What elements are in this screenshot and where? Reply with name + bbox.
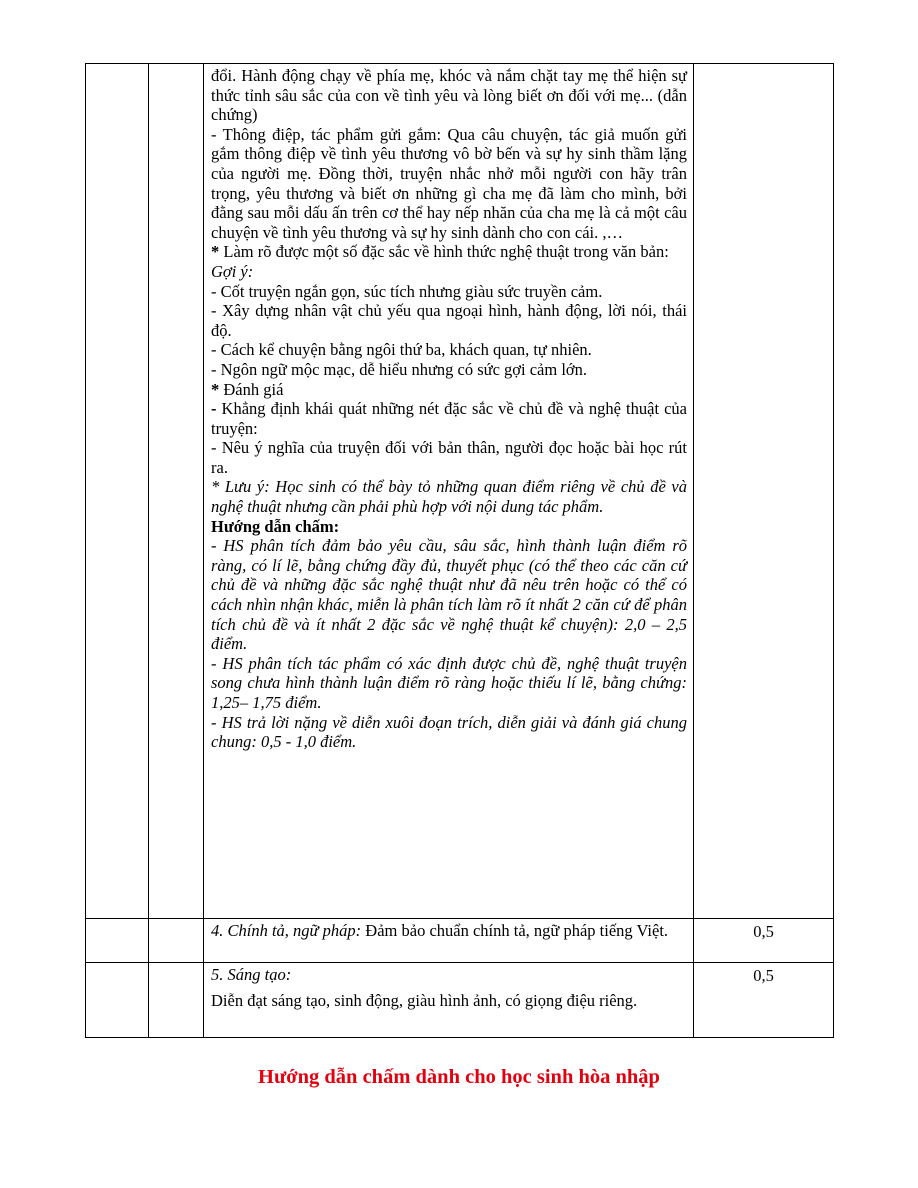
content-cell xyxy=(204,64,694,919)
table-row xyxy=(86,64,834,919)
criterion-label: 4. Chính tả, ngữ pháp: xyxy=(211,921,362,940)
score-value: 0,5 xyxy=(753,966,774,985)
grading-criterion: - HS phân tích đảm bảo yêu cầu, sâu sắc, hình thành luận điểm rõ ràng, có lí lẽ, bằng chứng đầy đủ, thuyết phục (có thể theo các căn cứ chủ đề và những đặc sắc nghệ thuật như đã nêu trên hoặc có thể có cách nhìn nhận khác, miễn là phân tích làm rõ ít nhất 2 căn cứ để phân tích chủ đề và ít nhất 2 đặc sắc về nghệ thuật kể chuyện): 2,0 – 2,5 điểm. xyxy=(211,536,687,654)
criterion-text: Diễn đạt sáng tạo, sinh động, giàu hình ảnh, có giọng điệu riêng. xyxy=(211,990,638,1010)
paragraph-text: Làm rõ được một số đặc sắc về hình thức nghệ thuật trong văn bản: xyxy=(219,242,669,262)
paragraph: - Nêu ý nghĩa của truyện đối với bản thân, người đọc hoặc bài học rút ra. xyxy=(211,438,687,477)
paragraph-text: Đánh giá xyxy=(219,379,284,399)
table-cell-empty xyxy=(149,963,204,1038)
paragraph xyxy=(211,399,687,438)
table-row xyxy=(86,963,834,1038)
note-paragraph: * Lưu ý: Học sinh có thể bày tỏ những quan điểm riêng về chủ đề và nghệ thuật nhưng cần phải phù hợp với nội dung tác phẩm. xyxy=(211,477,687,517)
paragraph: - Xây dựng nhân vật chủ yếu qua ngoại hình, hành động, lời nói, thái độ. xyxy=(211,301,687,340)
score-value: 0,5 xyxy=(753,922,774,941)
criterion-label: 5. Sáng tạo: xyxy=(211,965,292,984)
score-cell xyxy=(694,64,834,919)
content-cell xyxy=(204,963,694,1038)
paragraph: - Thông điệp, tác phẩm gửi gắm: Qua câu chuyện, tác giả muốn gửi gắm thông điệp về tình yêu thương vô bờ bến và sự hy sinh thầm lặng của người mẹ. Đồng thời, truyện nhắc nhở mỗi người con hãy trân trọng, yêu thương và biết ơn những gì cha mẹ đã làm cho mình, bởi đằng sau mỗi dấu ấn trên cơ thể hay nếp nhăn của cha mẹ là cả một câu chuyện về tình yêu thương và sự hy sinh dành cho con cái. ,… xyxy=(211,124,687,242)
bullet-dash: - xyxy=(211,399,217,419)
criterion-text: Đảm bảo chuẩn chính tả, ngữ pháp tiếng Việt. xyxy=(361,921,669,940)
table-cell-empty xyxy=(86,919,149,963)
table-cell-empty xyxy=(86,963,149,1038)
paragraph-text: Khẳng định khái quát những nét đặc sắc về chủ đề và nghệ thuật của truyện: xyxy=(211,399,687,438)
paragraph: đổi. Hành động chạy về phía mẹ, khóc và nắm chặt tay mẹ thể hiện sự thức tỉnh sâu sắc của con về tình yêu và lòng biết ơn đối với mẹ... (dẫn chứng) xyxy=(211,66,687,125)
paragraph xyxy=(211,921,687,941)
table-row xyxy=(86,919,834,963)
paragraph xyxy=(211,242,687,262)
score-cell xyxy=(694,919,834,963)
grading-table xyxy=(85,63,834,1038)
bullet-star: * xyxy=(211,242,220,262)
paragraph: - Cách kể chuyện bằng ngôi thứ ba, khách quan, tự nhiên. xyxy=(211,340,592,360)
table-cell-empty xyxy=(86,64,149,919)
content-cell xyxy=(204,919,694,963)
grading-guide-heading: Hướng dẫn chấm: xyxy=(211,516,340,536)
paragraph-hint-label: Gợi ý: xyxy=(211,261,254,281)
grading-criterion: - HS phân tích tác phẩm có xác định được chủ đề, nghệ thuật truyện song chưa hình thành luận điểm rõ ràng hoặc thiếu lí lẽ, bằng chứng: 1,25– 1,75 điểm. xyxy=(211,653,687,712)
section-heading: Hướng dẫn chấm dành cho học sinh hòa nhập xyxy=(258,1066,660,1088)
paragraph: - Cốt truyện ngắn gọn, súc tích nhưng giàu sức truyền cảm. xyxy=(211,281,603,301)
score-cell xyxy=(694,963,834,1038)
table-cell-empty xyxy=(149,919,204,963)
bullet-star: * xyxy=(211,379,220,399)
paragraph xyxy=(211,380,687,400)
paragraph: - Ngôn ngữ mộc mạc, dễ hiểu nhưng có sức gợi cảm lớn. xyxy=(211,359,588,379)
grading-criterion: - HS trả lời nặng về diễn xuôi đoạn trích, diễn giải và đánh giá chung chung: 0,5 - 1,0 điểm. xyxy=(211,712,687,752)
table-cell-empty xyxy=(149,64,204,919)
